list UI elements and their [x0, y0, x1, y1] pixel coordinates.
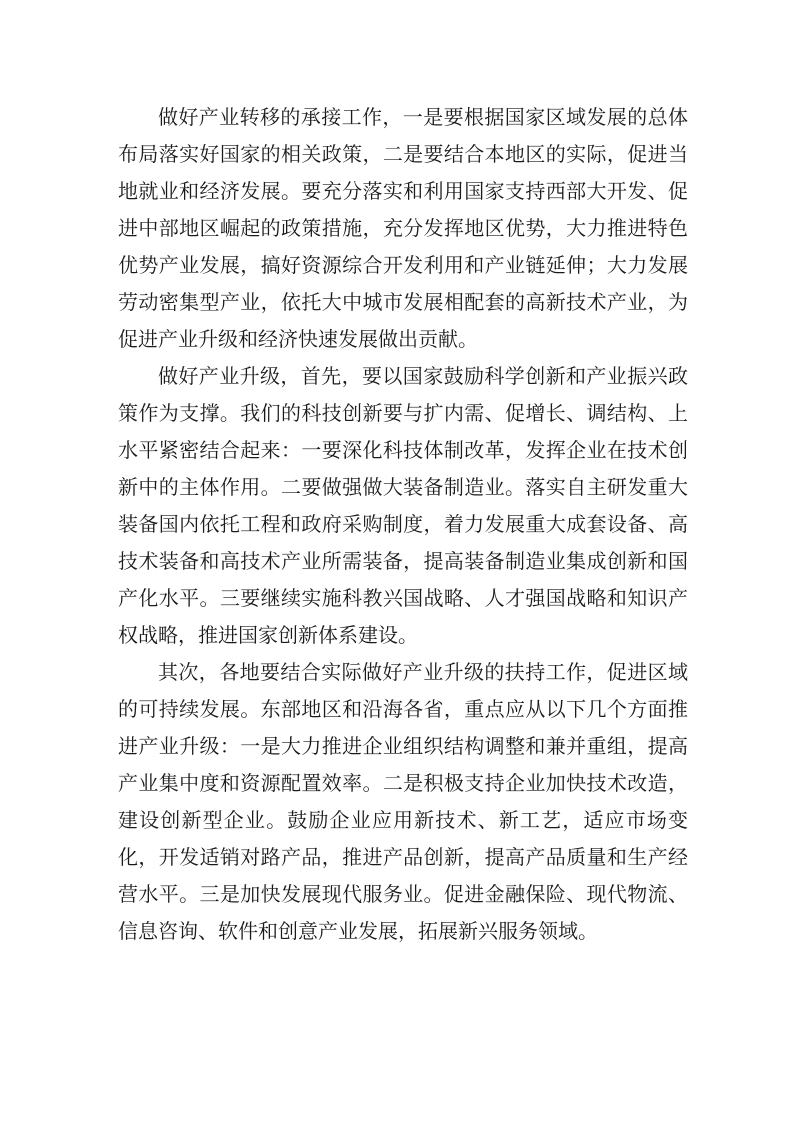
paragraph-1: 做好产业转移的承接工作，一是要根据国家区域发展的总体布局落实好国家的相关政策，二是要结合本地区的实际，促进当地就业和经济发展。要充分落实和利用国家支持西部大开发、促进中部地区崛起的政策措施，充分发挥地区优势，大力推进特色优势产业发展，搞好资源综合开发利用和产业链延伸；大力发展劳动密集型产业，依托大中城市发展相配套的高新技术产业，为促进产业升级和经济快速发展做出贡献。: [118, 105, 688, 351]
paragraph-3: 其次，各地要结合实际做好产业升级的扶持工作，促进区域的可持续发展。东部地区和沿海各省，重点应从以下几个方面推进产业升级：一是大力推进企业组织结构调整和兼并重组，提高产业集中度和资源配置效率。二是积极支持企业加快技术改造，建设创新型企业。鼓励企业应用新技术、新工艺，适应市场变化，开发适销对路产品，推进产品创新，提高产品质量和生产经营水平。三是加快发展现代服务业。促进金融保险、现代物流、信息咨询、软件和创意产业发展，拓展新兴服务领域。: [118, 660, 688, 943]
document-body: [118, 99, 688, 950]
paragraph-2: 做好产业升级，首先，要以国家鼓励科学创新和产业振兴政策作为支撑。我们的科技创新要与扩内需、促增长、调结构、上水平紧密结合起来：一要深化科技体制改革，发挥企业在技术创新中的主体作用。二要做强做大装备制造业。落实自主研发重大装备国内依托工程和政府采购制度，着力发展重大成套设备、高技术装备和高技术产业所需装备，提高装备制造业集成创新和国产化水平。三要继续实施科教兴国战略、人才强国战略和知识产权战略，推进国家创新体系建设。: [118, 364, 688, 647]
